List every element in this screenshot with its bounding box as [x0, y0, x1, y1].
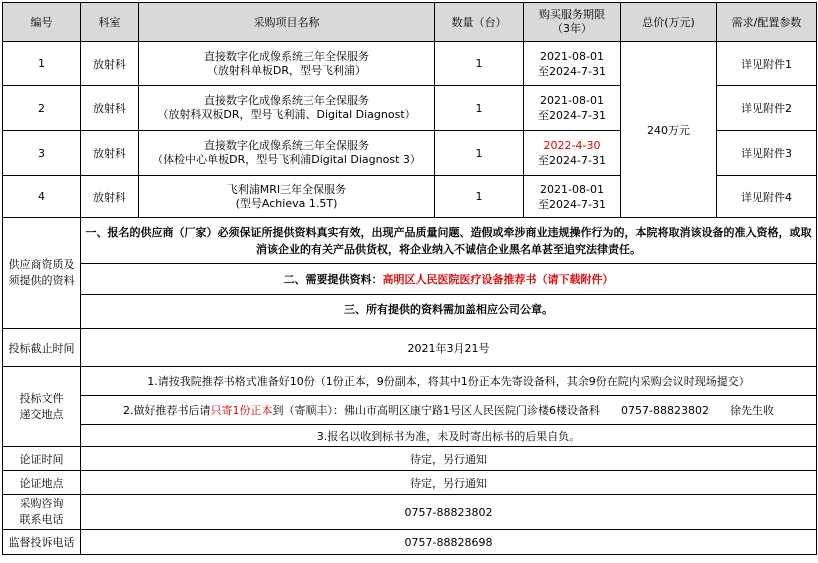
header-total-price: 总价(万元) [621, 3, 717, 42]
row-spec-link[interactable]: 详见附件1 [717, 42, 817, 86]
submission-row-3 [3, 425, 817, 447]
header-service-period [524, 3, 621, 42]
row-period [524, 86, 621, 131]
period-end: 至2024-7-31 [538, 197, 606, 211]
project-name-line2: （放射科双板DR，型号飞利浦、Digital Diagnost） [157, 108, 416, 121]
header-quantity: 数量（台） [435, 3, 524, 42]
submission-item-2-suffix: 到（寄顺丰）：佛山市高明区康宁路1号区人民医院门诊楼6楼设备科 0757-88823802 徐先生收 [272, 404, 774, 417]
demo-time-value: 待定，另行通知 [81, 447, 817, 471]
supervision-label: 监督投诉电话 [3, 530, 81, 555]
row-period [524, 176, 621, 218]
procurement-table [2, 2, 817, 555]
row-quantity: 1 [435, 42, 524, 86]
submission-item-3: 3.报名以收到标书为准，未及时寄出标书的后果自负。 [81, 425, 817, 447]
project-name-line2: （放射科单板DR，型号飞利浦） [206, 63, 367, 77]
header-id: 编号 [3, 3, 81, 42]
header-row [3, 3, 817, 42]
row-project-name [139, 86, 435, 131]
deadline-row [3, 329, 817, 367]
demo-place-value: 待定，另行通知 [81, 471, 817, 495]
header-project-name: 采购项目名称 [139, 3, 435, 42]
contact-row [3, 495, 817, 530]
contact-phone: 0757-88823802 [81, 495, 817, 530]
row-dept: 放射科 [81, 131, 139, 176]
period-end: 至2024-7-31 [538, 109, 606, 122]
demo-time-row [3, 447, 817, 471]
project-name-line1: 直接数字化成像系统三年全保服务 [204, 139, 369, 152]
project-name-line2: (型号Achieva 1.5T) [235, 196, 338, 210]
contact-label-line1: 采购咨询 [19, 497, 64, 510]
row-id: 1 [3, 42, 81, 86]
period-start: 2021-08-01 [540, 94, 604, 107]
row-id: 2 [3, 86, 81, 131]
submission-item-2-highlight: 只寄1份正本 [210, 404, 273, 417]
project-name-line1: 直接数字化成像系统三年全保服务 [204, 94, 369, 107]
qualification-row-3 [3, 295, 817, 329]
project-name-line1: 直接数字化成像系统三年全保服务 [204, 49, 369, 63]
qualification-requirement-2 [81, 264, 817, 295]
demo-place-label: 论证地点 [3, 471, 81, 495]
row-quantity: 1 [435, 131, 524, 176]
project-name-line2: （体检中心单板DR，型号飞利浦Digital Diagnost 3） [152, 153, 421, 166]
deadline-label: 投标截止时间 [3, 329, 81, 367]
submission-label [3, 367, 81, 447]
row-dept: 放射科 [81, 42, 139, 86]
period-end: 至2024-7-31 [538, 154, 606, 167]
header-service-period-line1: 购买服务期限 [539, 8, 605, 21]
submission-label-line2: 递交地点 [19, 407, 64, 421]
header-service-period-line2: （3年） [552, 22, 592, 35]
demo-time-label: 论证时间 [3, 447, 81, 471]
qualification-label: 供应商资质及须提供的资料 [3, 218, 81, 329]
demo-place-row [3, 471, 817, 495]
submission-item-2-prefix: 2.做好推荐书后请 [123, 404, 211, 417]
row-period [524, 42, 621, 86]
qualification-requirement-1: 一、报名的供应商（厂家）必须保证所提供资料真实有效，出现产品质量问题、造假或牵涉商业违规操作行为的，本院将取消该设备的准入资格，或取消该企业的有关产品供货权，将企业纳入不诚信企业黑名单甚至追究法律责任。 [81, 218, 817, 264]
row-spec-link[interactable]: 详见附件4 [717, 176, 817, 218]
qualification-row-1 [3, 218, 817, 264]
row-quantity: 1 [435, 176, 524, 218]
qualification-row-2 [3, 264, 817, 295]
row-period [524, 131, 621, 176]
total-price: 240万元 [621, 42, 717, 218]
row-spec-link[interactable]: 详见附件2 [717, 86, 817, 131]
submission-row-1 [3, 367, 817, 396]
period-start: 2021-08-01 [540, 182, 604, 196]
header-spec: 需求/配置参数 [717, 3, 817, 42]
submission-item-1: 1.请按我院推荐书格式准备好10份（1份正本，9份副本，将其中1份正本先寄设备科，其余9份在院内采购会议时现场提交） [81, 367, 817, 396]
row-dept: 放射科 [81, 176, 139, 218]
row-project-name [139, 131, 435, 176]
table-row [3, 42, 817, 86]
submission-item-2 [81, 396, 817, 425]
period-start-highlighted: 2022-4-30 [543, 139, 601, 152]
row-project-name [139, 176, 435, 218]
header-dept: 科室 [81, 3, 139, 42]
submission-label-line1: 投标文件 [19, 391, 64, 405]
supervision-row [3, 530, 817, 555]
row-spec-link[interactable]: 详见附件3 [717, 131, 817, 176]
row-project-name [139, 42, 435, 86]
period-start: 2021-08-01 [540, 49, 604, 63]
row-quantity: 1 [435, 86, 524, 131]
deadline-value: 2021年3月21号 [81, 329, 817, 367]
recommendation-form-link[interactable]: 高明区人民医院医疗设备推荐书（请下载附件） [382, 272, 614, 286]
contact-label-line2: 联系电话 [19, 513, 64, 526]
qualification-requirement-3: 三、所有提供的资料需加盖相应公司公章。 [81, 295, 817, 329]
period-end: 至2024-7-31 [538, 64, 606, 78]
project-name-line1: 飞利浦MRI三年全保服务 [226, 182, 347, 196]
row-id: 4 [3, 176, 81, 218]
requirement-2-prefix: 二、需要提供资料： [283, 272, 383, 286]
contact-label [3, 495, 81, 530]
row-id: 3 [3, 131, 81, 176]
row-dept: 放射科 [81, 86, 139, 131]
submission-row-2 [3, 396, 817, 425]
supervision-phone: 0757-88828698 [81, 530, 817, 555]
